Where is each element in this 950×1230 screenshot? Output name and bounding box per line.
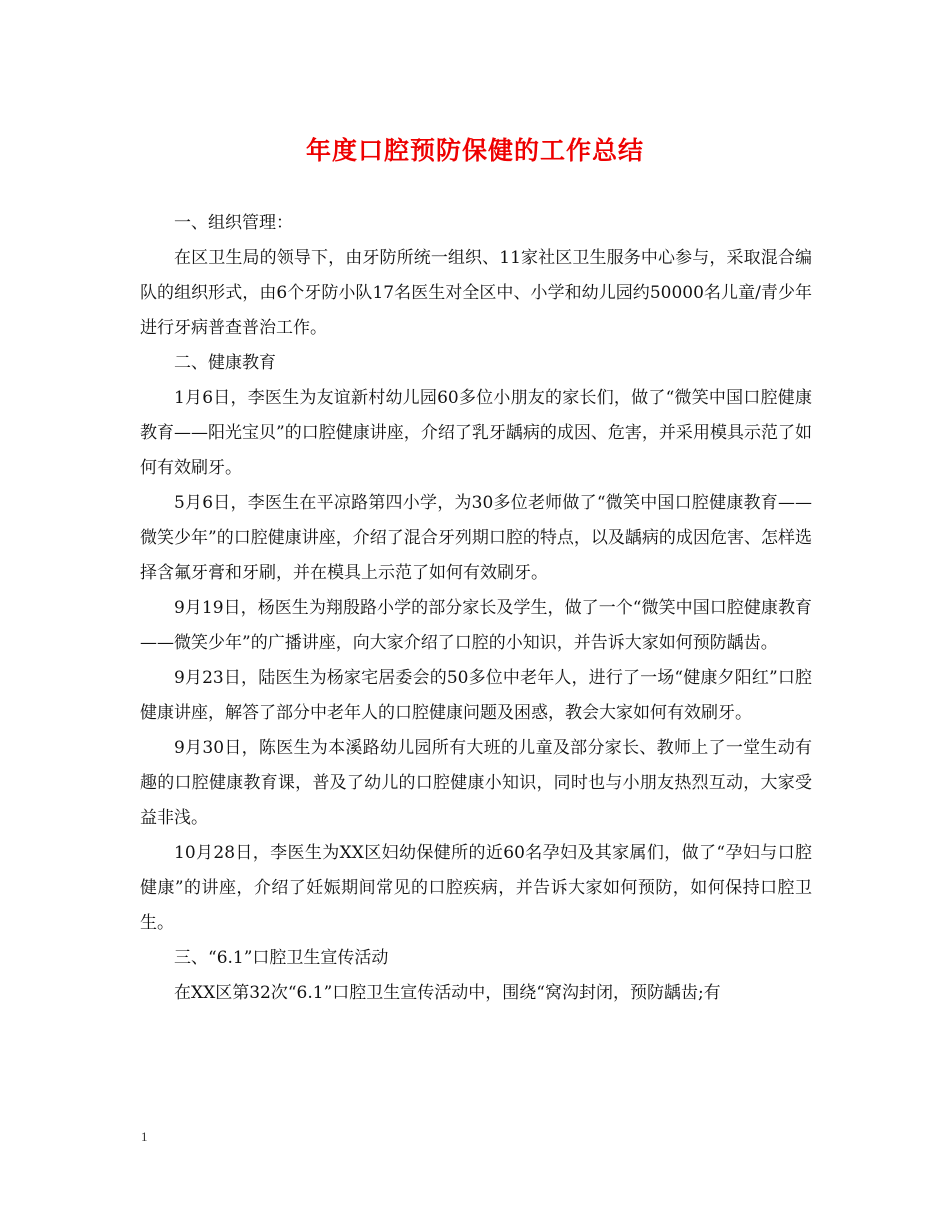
paragraph-may-6: 5月6日，李医生在平凉路第四小学，为30多位老师做了“微笑中国口腔健康教育——微笑少年”的口腔健康讲座，介绍了混合牙列期口腔的特点，以及龋病的成因危害、怎样选择含氟牙膏和牙刷，并在模具上示范了如何有效刷牙。 [140, 493, 812, 583]
document-body [140, 206, 812, 1011]
paragraph-oct-28: 10月28日，李医生为XX区妇幼保健所的近60名孕妇及其家属们，做了“孕妇与口腔健康”的讲座，介绍了妊娠期间常见的口腔疾病，并告诉大家如何预防，如何保持口腔卫生。 [140, 843, 812, 933]
paragraph-jan-6: 1月6日，李医生为友谊新村幼儿园60多位小朋友的家长们，做了“微笑中国口腔健康教育——阳光宝贝”的口腔健康讲座，介绍了乳牙龋病的成因、危害，并采用模具示范了如何有效刷牙。 [140, 388, 812, 478]
document-title: 年度口腔预防保健的工作总结 [305, 136, 644, 165]
section-heading-health-education: 二、健康教育 [174, 353, 276, 373]
paragraph-campaign: 在XX区第32次“6.1”口腔卫生宣传活动中，围绕“窝沟封闭，预防龋齿;有 [174, 983, 721, 1003]
paragraph-sep-30: 9月30日，陈医生为本溪路幼儿园所有大班的儿童及部分家长、教师上了一堂生动有趣的口腔健康教育课，普及了幼儿的口腔健康小知识，同时也与小朋友热烈互动，大家受益非浅。 [140, 738, 812, 828]
page-number: 1 [141, 1129, 148, 1144]
paragraph-sep-23: 9月23日，陆医生为杨家宅居委会的50多位中老年人，进行了一场“健康夕阳红”口腔健康讲座，解答了部分中老年人的口腔健康问题及困惑，教会大家如何有效刷牙。 [140, 668, 812, 723]
section-heading-organization: 一、组织管理： [174, 213, 293, 233]
paragraph-sep-19: 9月19日，杨医生为翔殷路小学的部分家长及学生，做了一个“微笑中国口腔健康教育——微笑少年”的广播讲座，向大家介绍了口腔的小知识，并告诉大家如何预防龋齿。 [140, 598, 812, 653]
section-heading-campaign: 三、“6.1”口腔卫生宣传活动 [174, 948, 389, 968]
paragraph-organization: 在区卫生局的领导下，由牙防所统一组织、11家社区卫生服务中心参与，采取混合编队的组织形式，由6个牙防小队17名医生对全区中、小学和幼儿园约50000名儿童/青少年进行牙病普查普治工作。 [140, 248, 812, 338]
